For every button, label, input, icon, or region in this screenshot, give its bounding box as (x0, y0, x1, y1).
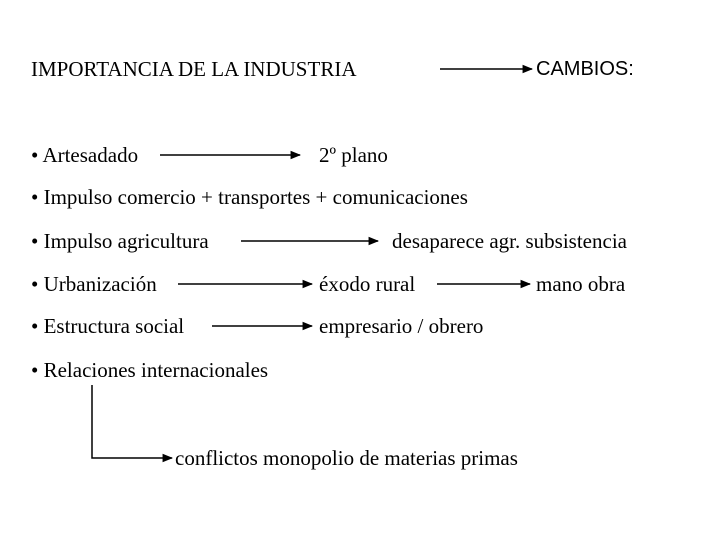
item-artesanado: • Artesadado (31, 143, 139, 167)
result-relaciones: conflictos monopolio de materias primas (175, 446, 518, 470)
item-estructura: • Estructura social (31, 314, 185, 338)
result-agricultura: desaparece agr. subsistencia (392, 229, 627, 253)
item-urbanizacion: • Urbanización (31, 272, 157, 296)
item-comercio: • Impulso comercio + transportes + comunicaciones (31, 185, 468, 209)
result-artesanado: 2º plano (319, 143, 388, 167)
cambios-label: CAMBIOS: (536, 58, 634, 80)
page-title: IMPORTANCIA DE LA INDUSTRIA (31, 57, 357, 81)
result-estructura: empresario / obrero (319, 314, 484, 338)
arrow-relaciones (92, 385, 172, 458)
result-urbanizacion-2: mano obra (536, 272, 626, 296)
item-agricultura: • Impulso agricultura (31, 229, 209, 253)
item-relaciones: • Relaciones internacionales (31, 358, 269, 382)
result-urbanizacion: éxodo rural (319, 272, 416, 296)
